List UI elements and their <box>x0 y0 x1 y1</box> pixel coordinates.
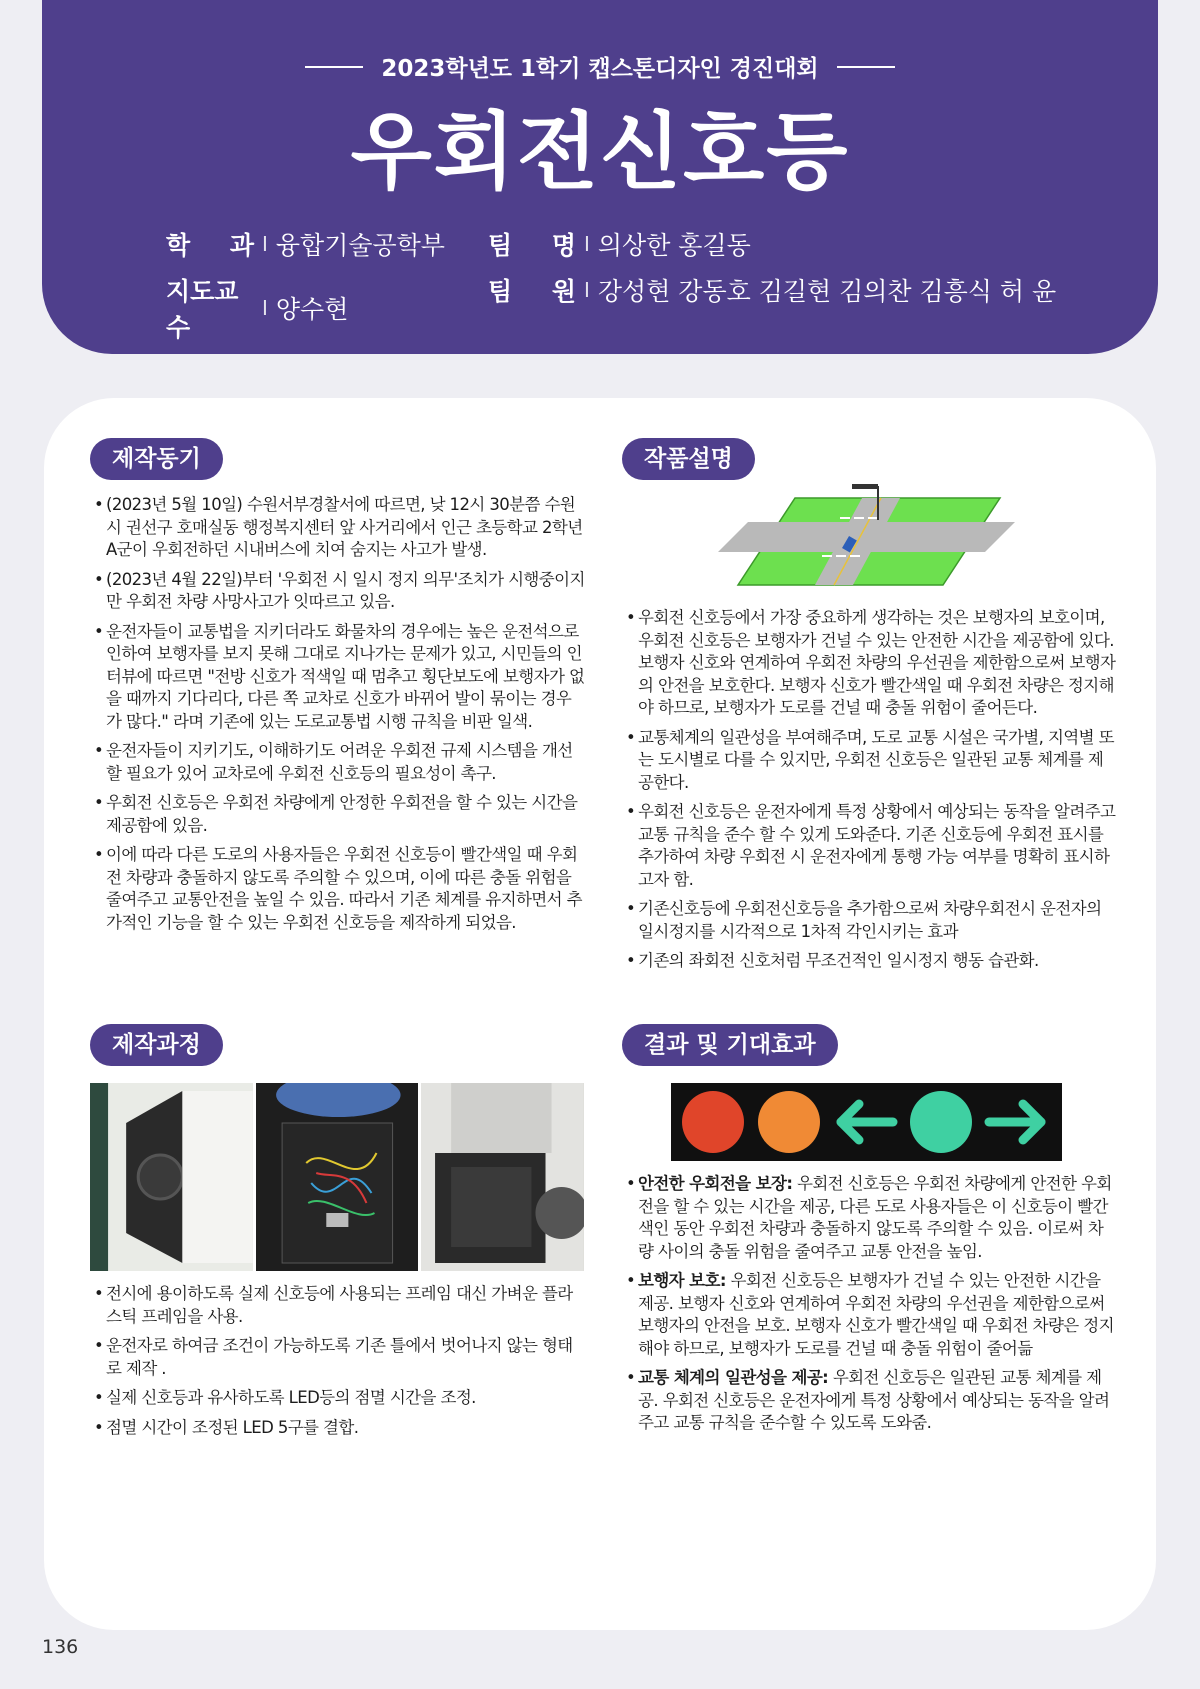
red-light-icon <box>682 1091 744 1153</box>
list-item: • 우회전 신호등은 우회전 차량에게 안정한 우회전을 할 수 있는 시간을 제공함에 있음. <box>94 792 586 837</box>
list-item: • 이에 따라 다른 도로의 사용자들은 우회전 신호등이 빨간색일 때 우회전 차량과 충돌하지 않도록 주의할 수 있으며, 이에 따른 충돌 위험을 줄여주고 교통안전을 높일 수 있음. 따라서 기존 체계를 유지하면서 추가적인 기능을 할 수 있는 우회전 신호등을 제작하게 되었음. <box>94 844 586 934</box>
members-label: 팀 원 <box>488 277 576 306</box>
section-title-results: 결과 및 기대효과 <box>622 1024 838 1066</box>
members-value: 강성현 강동호 김길현 김의찬 김흥식 허 윤 <box>597 277 1057 306</box>
dept-label: 학 과 <box>166 231 254 260</box>
photo-frame-side <box>90 1083 253 1271</box>
section-title-motivation: 제작동기 <box>90 438 223 480</box>
title-rule-left <box>305 66 363 68</box>
dept-row <box>166 226 445 262</box>
list-item: • (2023년 4월 22일)부터 '우회전 시 일시 정지 의무'조치가 시행중이지만 우회전 차량 사망사고가 잇따르고 있음. <box>94 569 586 614</box>
orange-light-icon <box>758 1091 820 1153</box>
description-list <box>626 607 1116 980</box>
list-item: • 우회전 신호등은 운전자에게 특정 상황에서 예상되는 동작을 알려주고 교통 규칙을 준수 할 수 있게 도와준다. 기존 신호등에 우회전 표시를 추가하여 차량 우회전 시 운전자에게 통행 가능 여부를 명확히 표시하고자 함. <box>626 801 1116 891</box>
team-name-row <box>488 226 751 262</box>
photo-housing <box>421 1083 584 1271</box>
process-list <box>94 1283 586 1446</box>
separator: I <box>584 232 590 256</box>
result-text: 우회전 신호등은 일관된 교통 체계를 제공. 우회전 신호등은 운전자에게 특정 상황에서 예상되는 동작을 알려주고 교통 규칙을 준수할 수 있도록 도와줌. <box>638 1368 1110 1432</box>
list-item: • 실제 신호등과 유사하도록 LED등의 점멸 시간을 조정. <box>94 1387 586 1410</box>
list-item: • 기존신호등에 우회전신호등을 추가함으로써 차량우회전시 운전자의 일시정지를 시각적으로 1차적 각인시키는 효과 <box>626 898 1116 943</box>
list-item: • 우회전 신호등에서 가장 중요하게 생각하는 것은 보행자의 보호이며, 우회전 신호등은 보행자가 건널 수 있는 안전한 시간을 제공함에 있다. 보행자 신호와 연계하여 우회전 차량의 우선권을 제한함으로써 보행자의 안전을 보호한다. 보행자 신호가 빨간색일 때 우회전 차량은 정지해야 하므로, 보행자가 도로를 건널 때 충돌 위험이 줄어든다. <box>626 607 1116 720</box>
section-title-description: 작품설명 <box>622 438 755 480</box>
list-item: • 운전자로 하여금 조건이 가능하도록 기존 틀에서 벗어나지 않는 형태로 제작 . <box>94 1335 586 1380</box>
process-photos <box>90 1083 584 1271</box>
list-item: • 기존의 좌회전 신호처럼 무조건적인 일시정지 행동 습관화. <box>626 950 1116 973</box>
signal-head-icon <box>852 484 878 489</box>
list-item: • 운전자들이 교통법을 지키더라도 화물차의 경우에는 높은 운전석으로 인하여 보행자를 보지 못해 그대로 지나가는 문제가 있고, 시민들의 인터뷰에 따르면 "전방 신호가 적색일 때 멈추고 횡단보도에 보행자가 없을 때까지 기다리다, 다른 쪽 교차로 신호가 바뀌어 발이 묶이는 경우가 많다." 라며 기존에 있는 도로교통법 시행 규칙을 비판 일색. <box>94 621 586 734</box>
separator: I <box>262 232 268 256</box>
motivation-list <box>94 494 586 941</box>
members-row <box>488 272 1056 308</box>
intersection-diagram <box>700 480 1020 590</box>
separator: I <box>262 296 268 320</box>
result-heading: 안전한 우회전을 보장: <box>638 1174 793 1193</box>
list-item: • 교통체계의 일관성을 부여해주며, 도로 교통 시설은 국가별, 지역별 또는 도시별로 다를 수 있지만, 우회전 신호등은 일관된 교통 체계를 제공한다. <box>626 727 1116 795</box>
section-title-process: 제작과정 <box>90 1024 223 1066</box>
page-number: 136 <box>42 1636 79 1658</box>
header-banner <box>42 0 1158 354</box>
list-item: • 점멸 시간이 조정된 LED 5구를 결합. <box>94 1417 586 1440</box>
contest-label: 2023학년도 1학기 캡스톤디자인 경진대회 <box>381 56 819 82</box>
advisor-label: 지도교수 <box>166 277 239 342</box>
green-light-icon <box>910 1091 972 1153</box>
result-text: 우회전 신호등은 보행자가 건널 수 있는 안전한 시간을 제공. 보행자 신호와 연계하여 우회전 차량의 우선권을 제한함으로써 보행자의 안전을 보호. 보행자 신호가 빨간색일 때 우회전 차량은 정지해야 하므로, 보행자가 도로를 건널 때 충돌 위험이 줄어듦 <box>638 1271 1114 1358</box>
list-item <box>626 1270 1116 1360</box>
advisor-row <box>166 272 348 344</box>
list-item <box>626 1367 1116 1435</box>
result-text: 우회전 신호등은 우회전 차량에게 안전한 우회전을 할 수 있는 시간을 제공, 다른 도로 사용자들은 이 신호등이 빨간색인 동안 우회전 차량과 충돌하지 않도록 주의할 수 있음. 이로써 차량 사이의 충돌 위험을 줄여주고 교통 안전을 높임. <box>638 1174 1112 1261</box>
result-heading: 보행자 보호: <box>638 1271 726 1290</box>
page-title: 우회전신호등 <box>350 103 850 201</box>
team-name-value: 의상한 홍길동 <box>597 231 751 260</box>
list-item: • (2023년 5월 10일) 수원서부경찰서에 따르면, 낮 12시 30분쯤 수원시 권선구 호매실동 행정복지센터 앞 사거리에서 인근 초등학교 2학년 A군이 우회전하던 시내버스에 치여 숨지는 사고가 발생. <box>94 494 586 562</box>
title-rule-right <box>837 66 895 68</box>
contest-title <box>42 50 1158 83</box>
result-heading: 교통 체계의 일관성을 제공: <box>638 1368 829 1387</box>
traffic-signal-photo <box>671 1083 1062 1161</box>
results-list <box>626 1173 1116 1442</box>
list-item: • 운전자들이 지키기도, 이해하기도 어려운 우회전 규제 시스템을 개선할 필요가 있어 교차로에 우회전 신호등의 필요성이 촉구. <box>94 740 586 785</box>
advisor-value: 양수현 <box>275 295 349 324</box>
team-name-label: 팀 명 <box>488 231 576 260</box>
photo-wiring <box>256 1083 419 1271</box>
dept-value: 융합기술공학부 <box>275 231 445 260</box>
list-item: • 전시에 용이하도록 실제 신호등에 사용되는 프레임 대신 가벼운 플라스틱 프레임을 사용. <box>94 1283 586 1328</box>
list-item <box>626 1173 1116 1263</box>
separator: I <box>584 278 590 302</box>
